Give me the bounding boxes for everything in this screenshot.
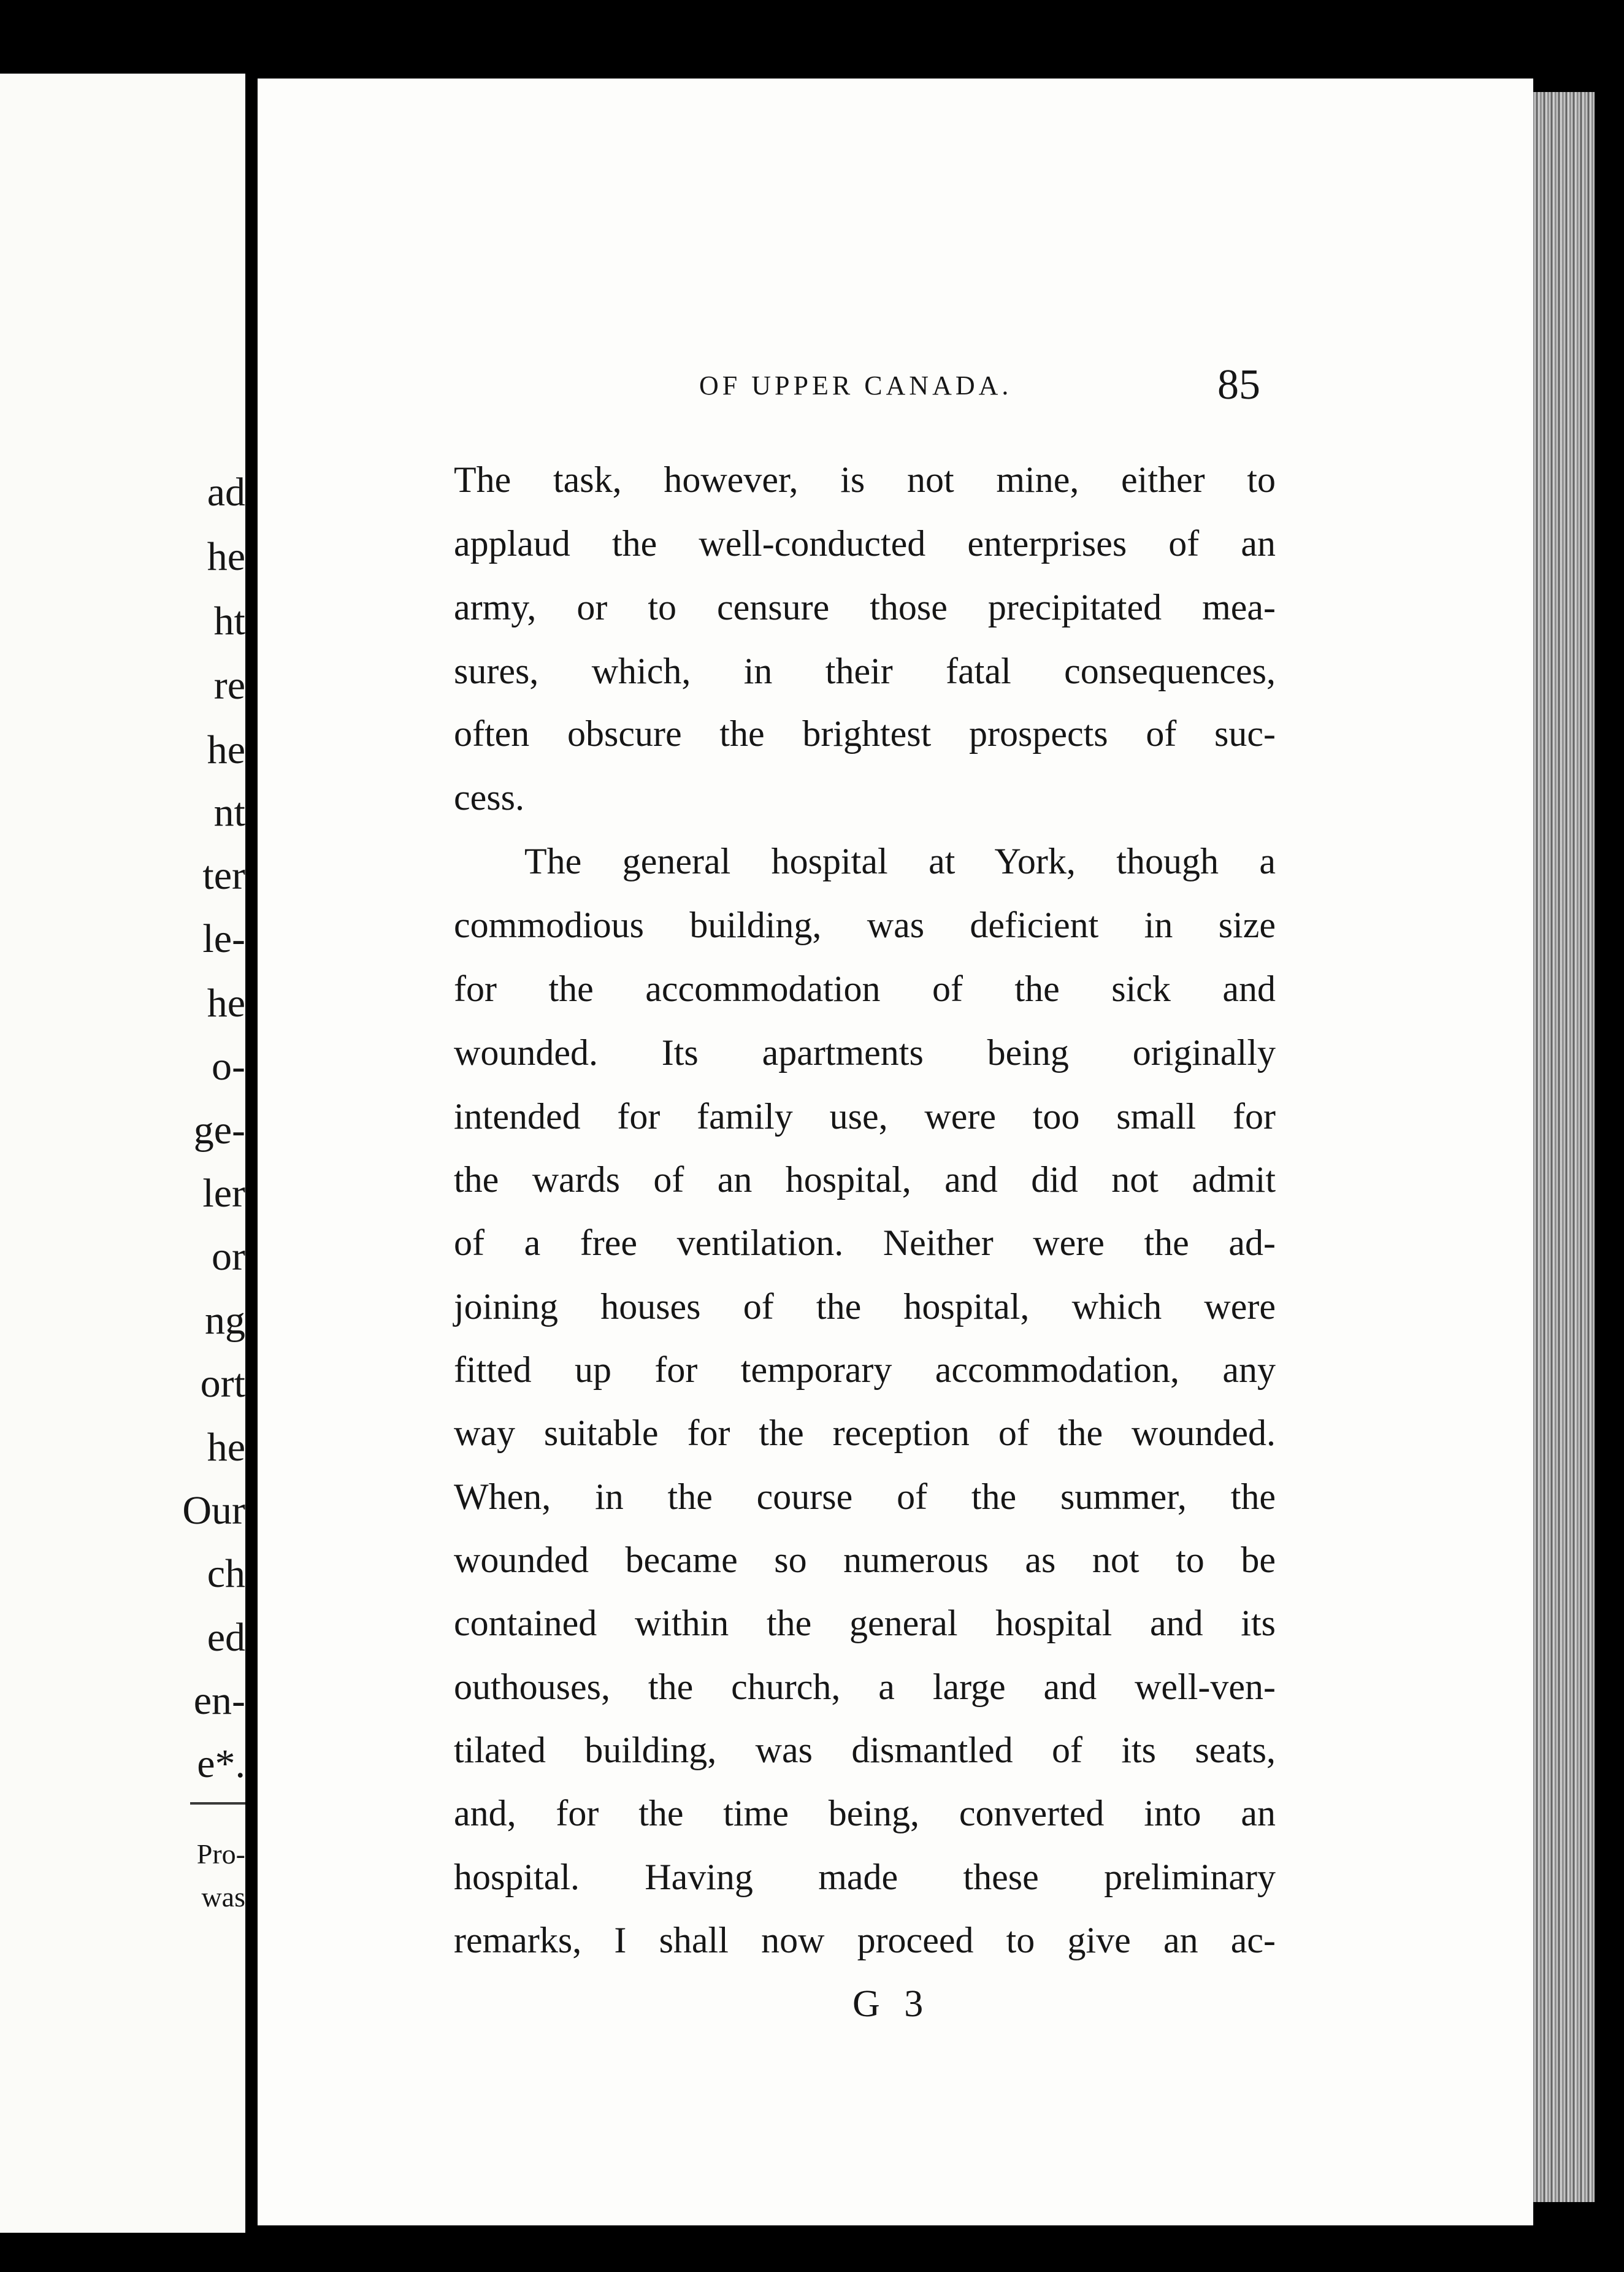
text-line: contained within the general hospital and its	[454, 1603, 1276, 1643]
left-page-fragment: ed	[207, 1615, 245, 1660]
text-line: remarks, I shall now proceed to give an ac-	[454, 1920, 1276, 1960]
left-page-fragment: o-	[212, 1044, 245, 1089]
page-edge	[1533, 92, 1595, 2202]
left-page-fragment: en-	[193, 1678, 245, 1723]
left-page-fragment: Our	[182, 1488, 245, 1533]
text-line: joining houses of the hospital, which were	[454, 1286, 1276, 1327]
left-page-fragment: he	[207, 1425, 245, 1470]
text-line: cess.	[454, 777, 524, 818]
left-page-fragment: he	[207, 534, 245, 579]
text-line: intended for family use, were too small for	[454, 1096, 1276, 1137]
text-line: often obscure the brightest prospects of suc-	[454, 713, 1276, 754]
left-page-fragment: he	[207, 981, 245, 1026]
text-line: wounded. Its apartments being originally	[454, 1032, 1276, 1073]
footnote-rule	[190, 1802, 245, 1805]
text-line: the wards of an hospital, and did not admit	[454, 1159, 1276, 1200]
text-line: and, for the time being, converted into an	[454, 1793, 1276, 1833]
running-head: OF UPPER CANADA.	[699, 370, 1013, 401]
left-page-fragment: he	[207, 727, 245, 772]
left-page-fragment: nt	[213, 790, 245, 835]
left-footnote-fragment: Pro-	[196, 1838, 245, 1870]
text-line: wounded became so numerous as not to be	[454, 1540, 1276, 1580]
text-line: army, or to censure those precipitated mea-	[454, 587, 1276, 627]
text-line: applaud the well-conducted enterprises of an	[454, 523, 1276, 564]
page-number: 85	[1217, 361, 1260, 409]
left-footnote-fragment: was	[201, 1881, 245, 1913]
text-line: sures, which, in their fatal consequences,	[454, 651, 1276, 691]
left-page-fragment: ng	[205, 1298, 245, 1343]
text-line: commodious building, was deficient in size	[454, 905, 1276, 945]
left-page-fragment: ht	[213, 599, 245, 643]
left-page-fragment: ter	[202, 853, 245, 898]
left-page-fragment: ler	[202, 1171, 245, 1216]
left-page-fragment: le-	[202, 916, 245, 961]
left-page-fragment: re	[213, 663, 245, 708]
left-page-fragment: ge-	[193, 1108, 245, 1153]
text-line: for the accommodation of the sick and	[454, 969, 1276, 1009]
text-line: of a free ventilation. Neither were the ad-	[454, 1222, 1276, 1263]
left-page-fragment: or	[212, 1234, 245, 1279]
text-line: The general hospital at York, though a	[524, 841, 1276, 881]
text-line: tilated building, was dismantled of its seats,	[454, 1730, 1276, 1770]
left-page	[0, 74, 245, 2233]
left-page-fragment: e*.	[197, 1741, 245, 1786]
text-line: fitted up for temporary accommodation, any	[454, 1349, 1276, 1390]
left-page-fragment: ch	[207, 1551, 245, 1596]
text-line: outhouses, the church, a large and well-ven-	[454, 1667, 1276, 1707]
left-page-fragment: ort	[200, 1361, 245, 1406]
left-page-fragment: ad	[207, 470, 245, 515]
text-line: hospital. Having made these preliminary	[454, 1857, 1276, 1897]
text-line: The task, however, is not mine, either to	[454, 459, 1276, 500]
text-line: When, in the course of the summer, the	[454, 1476, 1276, 1517]
signature-mark: G 3	[852, 1983, 931, 2025]
text-line: way suitable for the reception of the wounded.	[454, 1413, 1276, 1453]
